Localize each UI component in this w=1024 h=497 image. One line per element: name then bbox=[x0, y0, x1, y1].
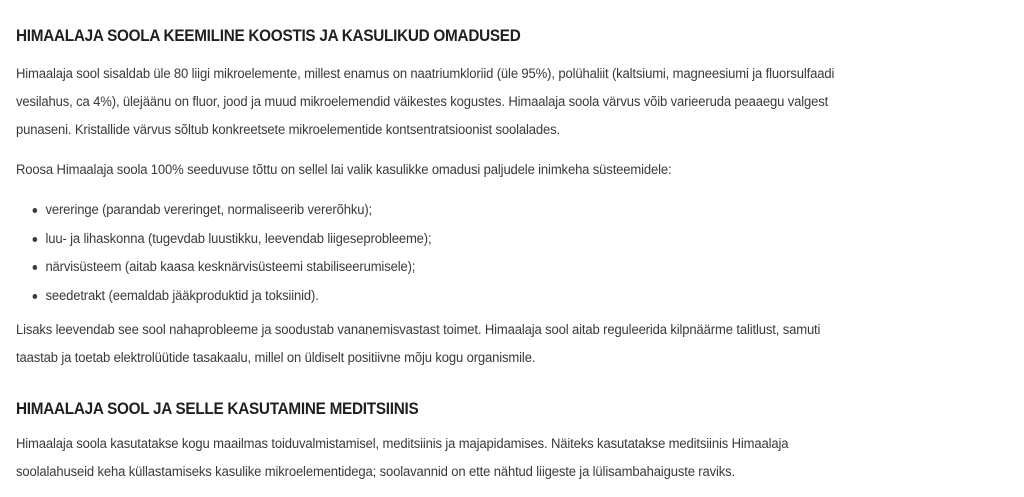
list-item-nervous-system: närvisüsteem (aitab kaasa kesknärvisüsteemi stabiliseerumisele); bbox=[45, 253, 1024, 282]
paragraph-medicine-usage bbox=[16, 430, 1016, 486]
paragraph-line: punaseni. Kristallide värvus sõltub konkreetsete mikroelementide kontsentratsioonist soolalades. bbox=[16, 122, 560, 138]
paragraph-composition bbox=[16, 60, 1016, 144]
list-item-musculoskeletal: luu- ja lihaskonna (tugevdab luustikku, leevendab liigeseprobleeme); bbox=[45, 225, 1024, 254]
paragraph-line: Himaalaja sool sisaldab üle 80 liigi mikroelemente, millest enamus on naatriumkloriid (üle 95%), polühaliit (kaltsiumi, magneesiumi ja fluorsulfaadi bbox=[16, 66, 835, 82]
list-item-digestive: seedetrakt (eemaldab jääkproduktid ja toksiinid). bbox=[45, 282, 1024, 311]
list-item-circulatory: vereringe (parandab vereringet, normaliseerib vererõhku); bbox=[45, 196, 1024, 225]
paragraph-line: Lisaks leevendab see sool nahaprobleeme ja soodustab vananemisvastast toimet. Himaalaja sool aitab reguleerida kilpnäärme talitlust, samuti bbox=[16, 322, 821, 338]
section-heading-medicine: HIMAALAJA SOOL JA SELLE KASUTAMINE MEDITSIINIS bbox=[16, 399, 419, 418]
paragraph-line: soolalahuseid keha küllastamiseks kasulike mikroelementidega; soolavannid on ette nähtud liigeste ja lülisambahaiguste raviks. bbox=[16, 464, 736, 480]
paragraph-additional-benefits bbox=[16, 316, 1016, 372]
paragraph-line: Himaalaja soola kasutatakse kogu maailmas toiduvalmistamisel, meditsiinis ja majapidamises. Näiteks kasutatakse meditsiinis Himaalaja bbox=[16, 436, 789, 452]
paragraph-line: Roosa Himaalaja soola 100% seeduvuse tõttu on sellel lai valik kasulikke omadusi paljudele inimkeha süsteemidele: bbox=[16, 162, 672, 178]
benefits-list bbox=[16, 196, 1024, 310]
paragraph-properties-intro bbox=[16, 156, 1016, 184]
paragraph-line: vesilahus, ca 4%), ülejäänu on fluor, jood ja muud mikroelemendid väikestes kogustes. Himaalaja soola värvus võib varieeruda peaaegu valgest bbox=[16, 94, 829, 110]
section-heading-chemical-composition: HIMAALAJA SOOLA KEEMILINE KOOSTIS JA KASULIKUD OMADUSED bbox=[16, 26, 521, 45]
paragraph-line: taastab ja toetab elektrolüütide tasakaalu, millel on üldiselt positiivne mõju kogu organismile. bbox=[16, 350, 536, 366]
